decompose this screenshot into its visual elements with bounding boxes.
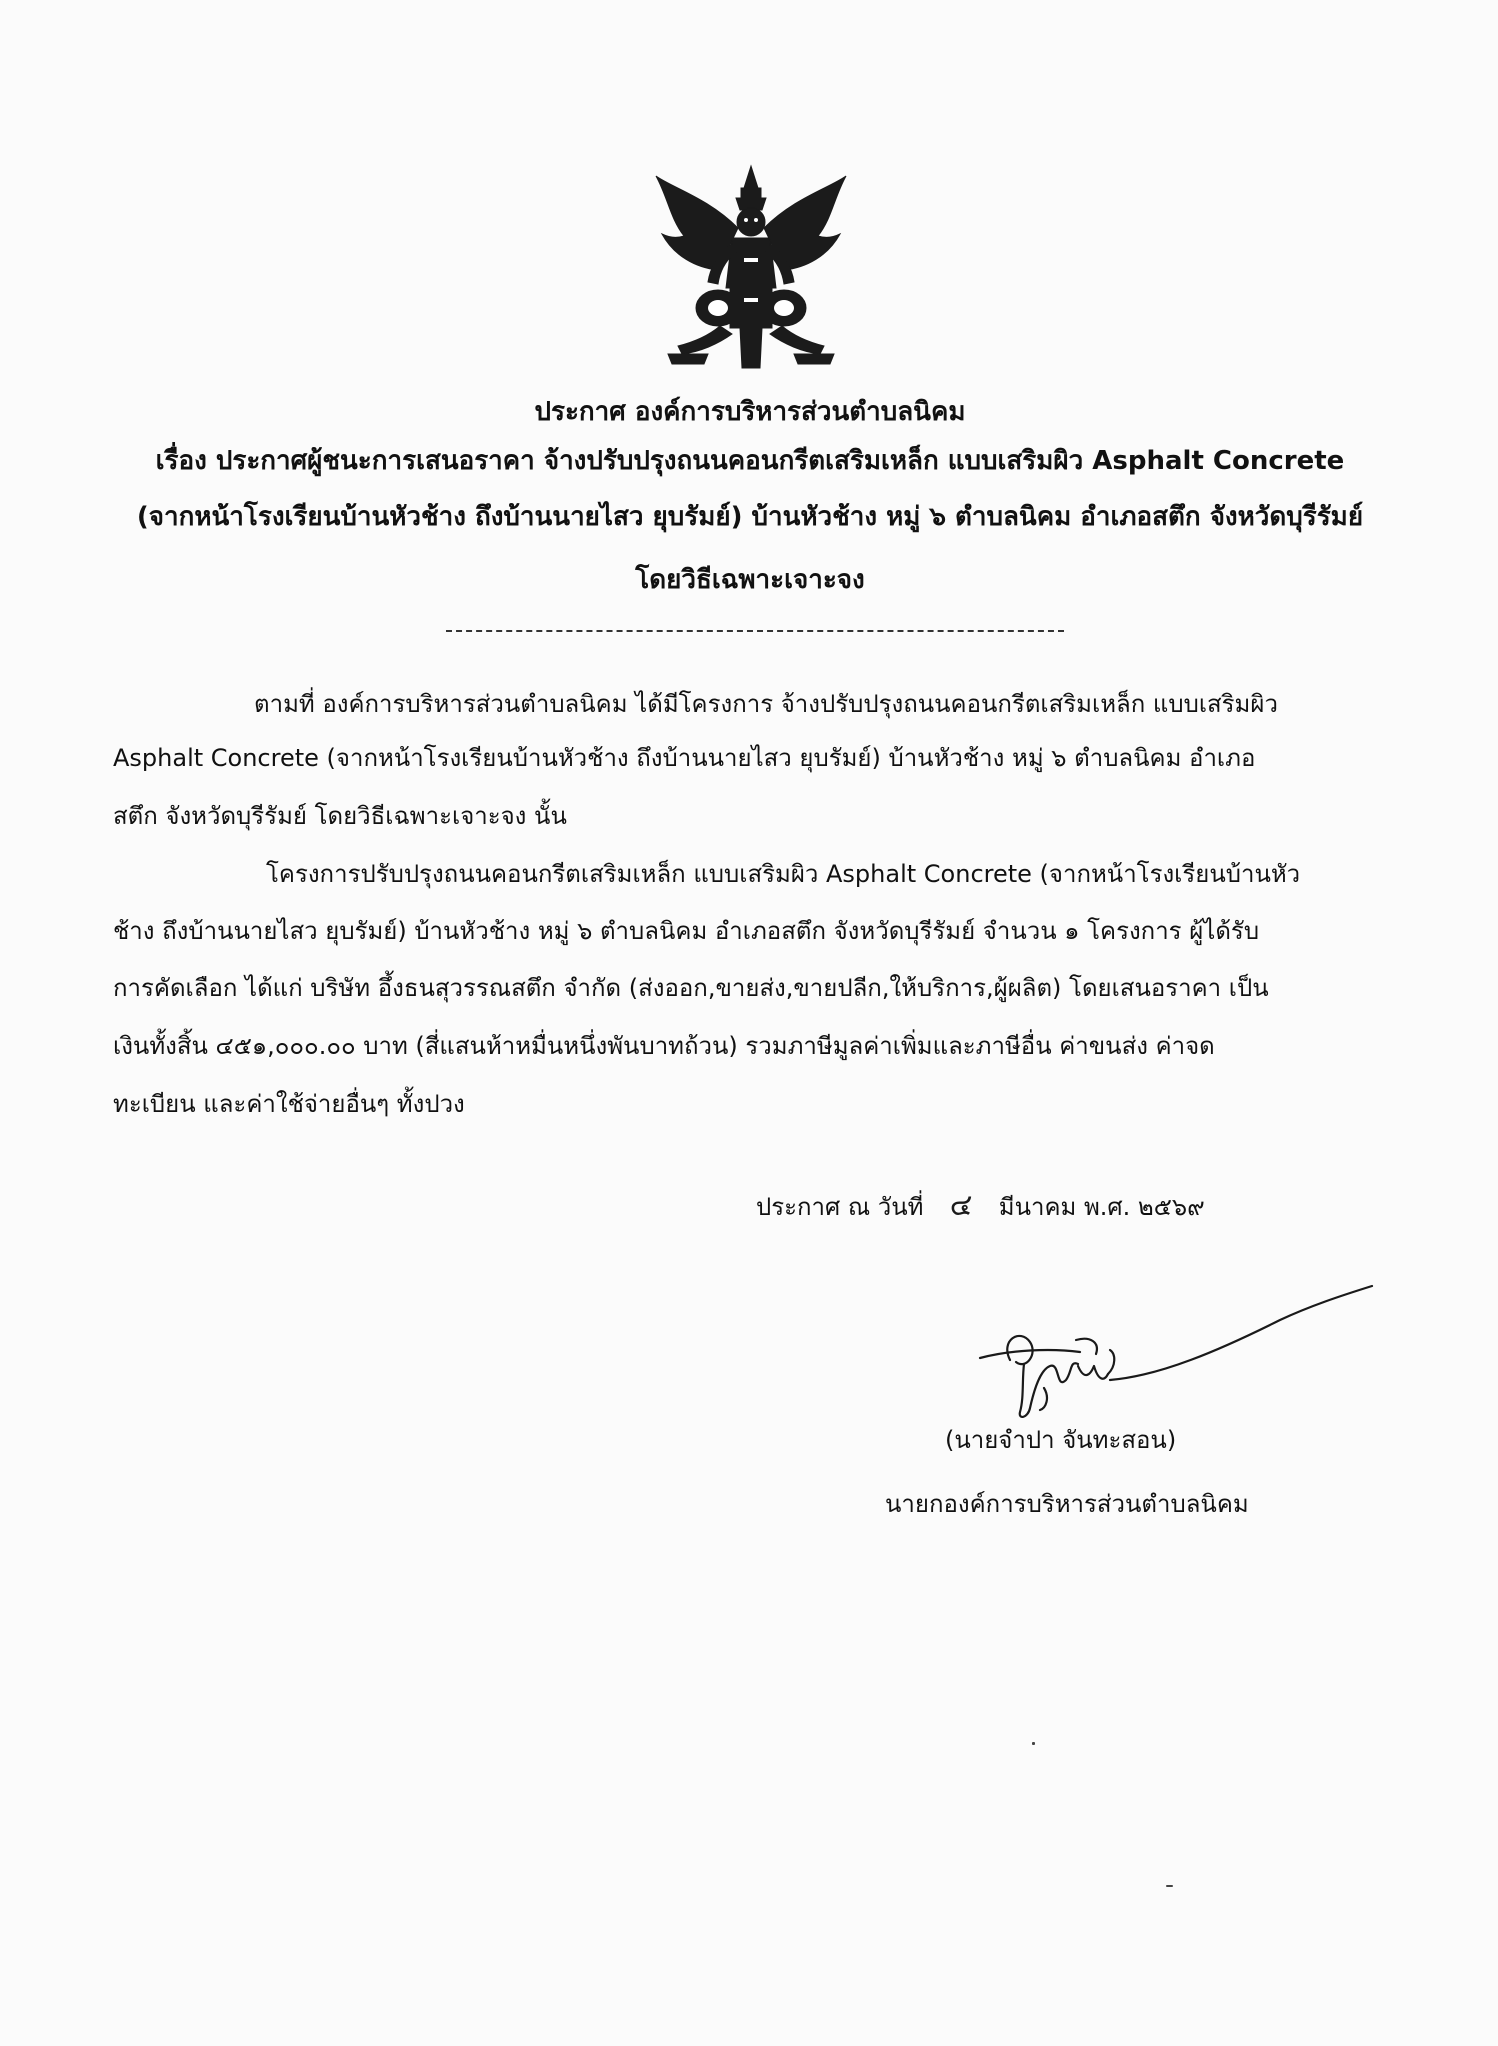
paragraph-1-line-2: Asphalt Concrete (จากหน้าโรงเรียนบ้านหัวช้าง ถึงบ้านนายไสว ยุบรัมย์) บ้านหัวช้าง หมู่ ๖ ตำบลนิคม อำเภอ [113, 744, 1256, 772]
handwritten-signature [960, 1280, 1380, 1430]
paragraph-1-line-3: สตึก จังหวัดบุรีรัมย์ โดยวิธีเฉพาะเจาะจง นั้น [113, 802, 567, 830]
signatory-title: นายกองค์การบริหารส่วนตำบลนิคม [885, 1490, 1249, 1518]
signatory-name: (นายจำปา จันทะสอน) [945, 1426, 1177, 1454]
scan-speck [1166, 1885, 1173, 1887]
scan-speck [1032, 1742, 1035, 1745]
paragraph-2-line-5: ทะเบียน และค่าใช้จ่ายอื่นๆ ทั้งปวง [113, 1090, 465, 1118]
date-label: ประกาศ ณ วันที่ [756, 1193, 924, 1221]
dashed-divider [446, 630, 1064, 632]
announcement-org-title: ประกาศ องค์การบริหารส่วนตำบลนิคม [534, 397, 966, 427]
paragraph-2-line-4: เงินทั้งสิ้น ๔๕๑,๐๐๐.๐๐ บาท (สี่แสนห้าหมื่นหนึ่งพันบาทถ้วน) รวมภาษีมูลค่าเพิ่มและภาษีอื่น ค่าขนส่ง ค่าจด [113, 1032, 1215, 1060]
announcement-date [756, 1190, 1205, 1223]
announcement-subject-line-1: เรื่อง ประกาศผู้ชนะการเสนอราคา จ้างปรับปรุงถนนคอนกรีตเสริมเหล็ก แบบเสริมผิว Asphalt Concrete [155, 446, 1345, 476]
date-day-handwritten: ๔ [949, 1188, 973, 1223]
paragraph-1-line-1: ตามที่ องค์การบริหารส่วนตำบลนิคม ได้มีโครงการ จ้างปรับปรุงถนนคอนกรีตเสริมเหล็ก แบบเสริมผิว [254, 690, 1278, 718]
paragraph-2-line-2: ช้าง ถึงบ้านนายไสว ยุบรัมย์) บ้านหัวช้าง หมู่ ๖ ตำบลนิคม อำเภอสตึก จังหวัดบุรีรัมย์ จำนวน ๑ โครงการ ผู้ได้รับ [113, 917, 1260, 945]
paragraph-2-line-3: การคัดเลือก ได้แก่ บริษัท อึ้งธนสุวรรณสตึก จำกัด (ส่งออก,ขายส่ง,ขายปลีก,ให้บริการ,ผู้ผลิต) โดยเสนอราคา เป็น [113, 974, 1269, 1002]
garuda-emblem-icon [648, 158, 854, 376]
announcement-subject-line-2: (จากหน้าโรงเรียนบ้านหัวช้าง ถึงบ้านนายไสว ยุบรัมย์) บ้านหัวช้าง หมู่ ๖ ตำบลนิคม อำเภอสตึก จังหวัดบุรีรัมย์ [136, 502, 1364, 532]
paragraph-2-line-1: โครงการปรับปรุงถนนคอนกรีตเสริมเหล็ก แบบเสริมผิว Asphalt Concrete (จากหน้าโรงเรียนบ้านหัว [266, 860, 1301, 888]
date-month-year: มีนาคม พ.ศ. ๒๕๖๙ [998, 1193, 1205, 1221]
announcement-subject-line-3: โดยวิธีเฉพาะเจาะจง [635, 565, 865, 595]
